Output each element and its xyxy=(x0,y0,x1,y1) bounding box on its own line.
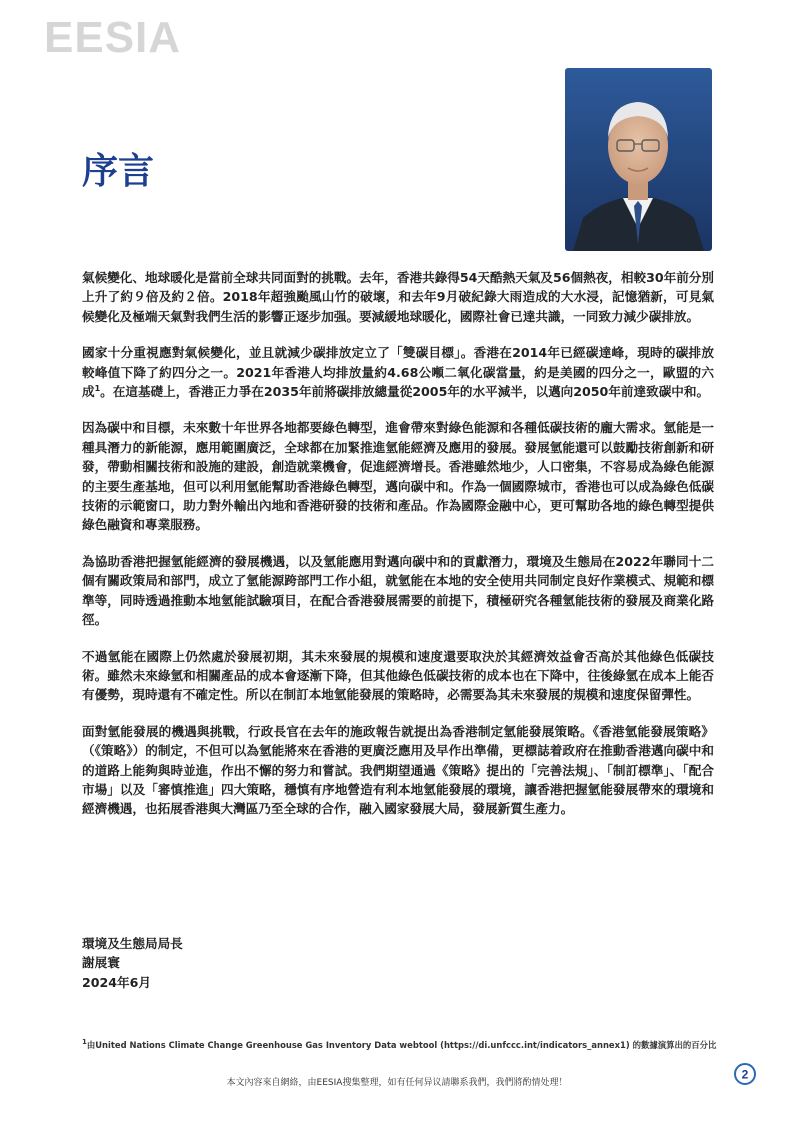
source-disclaimer: 本文內容來自網絡，由EESIA搜集整理，如有任何异议請聯系我們，我們將酌情处理！ xyxy=(226,1078,568,1088)
page-number-badge xyxy=(733,1062,757,1086)
paragraph-2 xyxy=(82,343,714,401)
paragraph-6: 面對氫能發展的機遇與挑戰，行政長官在去年的施政報告就提出為香港制定氫能發展策略。《香港氫能發展策略》（《策略》）的制定，不但可以為氫能將來在香港的更廣泛應用及早作出準備，更標誌着政府在推動香港邁向碳中和的道路上能夠與時並進，作出不懈的努力和嘗試。我們期望通過《策略》提出的「完善法規」、「制訂標準」、「配合市場」以及「審慎推進」四大策略，穩慎有序地營造有利本地氫能發展的環境，讓香港把握氫能發展帶來的環境和經濟機遇，也拓展香港與大灣區乃至全球的合作，融入國家發展大局，發展新質生產力。 xyxy=(82,723,714,817)
eesia-logo: EESIA xyxy=(44,13,182,62)
paragraph-2-text-after: 。在這基礎上，香港正力爭在2035年前將碳排放總量從2005年的水平減半，以邁向2050年前達致碳中和。 xyxy=(100,384,710,400)
page-number: 2 xyxy=(741,1067,749,1082)
portrait-photo xyxy=(565,68,712,251)
footnote-text: 由United Nations Climate Change Greenhouse Gas Inventory Data webtool (https://di.unfccc.int/indicators_annex1) 的數據演算出的百分比 xyxy=(86,1039,717,1050)
paragraph-5: 不過氫能在國際上仍然處於發展初期，其未來發展的規模和速度還要取決於其經濟效益會否高於其他綠色低碳技術。雖然未來綠氫和相關產品的成本會逐漸下降，但其他綠色低碳技術的成本也在下降中，往後綠氫在成本上能否有優勢，現時還有不確定性。所以在制訂本地氫能發展的策略時，必需要為其未來發展的規模和速度保留彈性。 xyxy=(82,648,714,703)
paragraph-1: 氣候變化、地球暖化是當前全球共同面對的挑戰。去年，香港共錄得54天酷熱天氣及56個熱夜，相較30年前分別上升了約９倍及約２倍。2018年超強颱風山竹的破壞，和去年9月破紀錄大雨造成的大水浸，記憶猶新，可見氣候變化及極端天氣對我們生活的影響正逐步加强。要減緩地球暖化，國際社會已達共識，一同致力減少碳排放。 xyxy=(82,270,714,324)
footnote-reference: 1 xyxy=(94,383,101,393)
footnote-mark: 1 xyxy=(82,1038,87,1046)
paragraph-4: 為協助香港把握氫能經濟的發展機遇，以及氫能應用對邁向碳中和的貢獻潛力，環境及生態局在2022年聯同十二個有關政策局和部門，成立了氫能源跨部門工作小組，就氫能在本地的安全使用共同制定良好作業模式、規範和標準等，同時透過推動本地氫能試驗項目，在配合香港發展需要的前提下，積極研究各種氫能技術的發展及商業化路徑。 xyxy=(82,553,714,628)
signature-date: 2024年6月 xyxy=(82,974,152,990)
paragraph-3: 因為碳中和目標，未來數十年世界各地都要綠色轉型，進會帶來對綠色能源和各種低碳技術的龐大需求。氫能是一種具潛力的新能源，應用範圍廣泛，全球都在加緊推進氫能經濟及應用的發展。發展氫能還可以鼓勵技術創新和研發，帶動相關技術和設施的建設，創造就業機會，促進經濟增長。香港雖然地少，人口密集，不容易成為綠色能源的主要生產基地，但可以利用氫能幫助香港綠色轉型，邁向碳中和。作為一個國際城市，香港也可以成為綠色低碳技術的示範窗口，助力對外輸出內地和香港研發的技術和產品。作為國際金融中心，更可幫助各地的綠色轉型提供綠色融資和專業服務。 xyxy=(82,420,714,533)
paragraph-2-text-before: 國家十分重視應對氣候變化，並且就減少碳排放定立了「雙碳目標」。香港在2014年已經碳達峰，現時的碳排放較峰值下降了約四分之一。2021年香港人均排放量約4.68公噸二氧化碳當量，約是美國的四分之一，歐盟的六成 xyxy=(82,345,714,400)
page-title: 序言 xyxy=(82,151,155,192)
signatory-name: 謝展寰 xyxy=(82,955,120,971)
signature-block xyxy=(82,934,183,992)
footnote xyxy=(82,1037,722,1051)
body-text xyxy=(82,268,714,836)
signatory-title: 環境及生態局局長 xyxy=(82,936,183,951)
